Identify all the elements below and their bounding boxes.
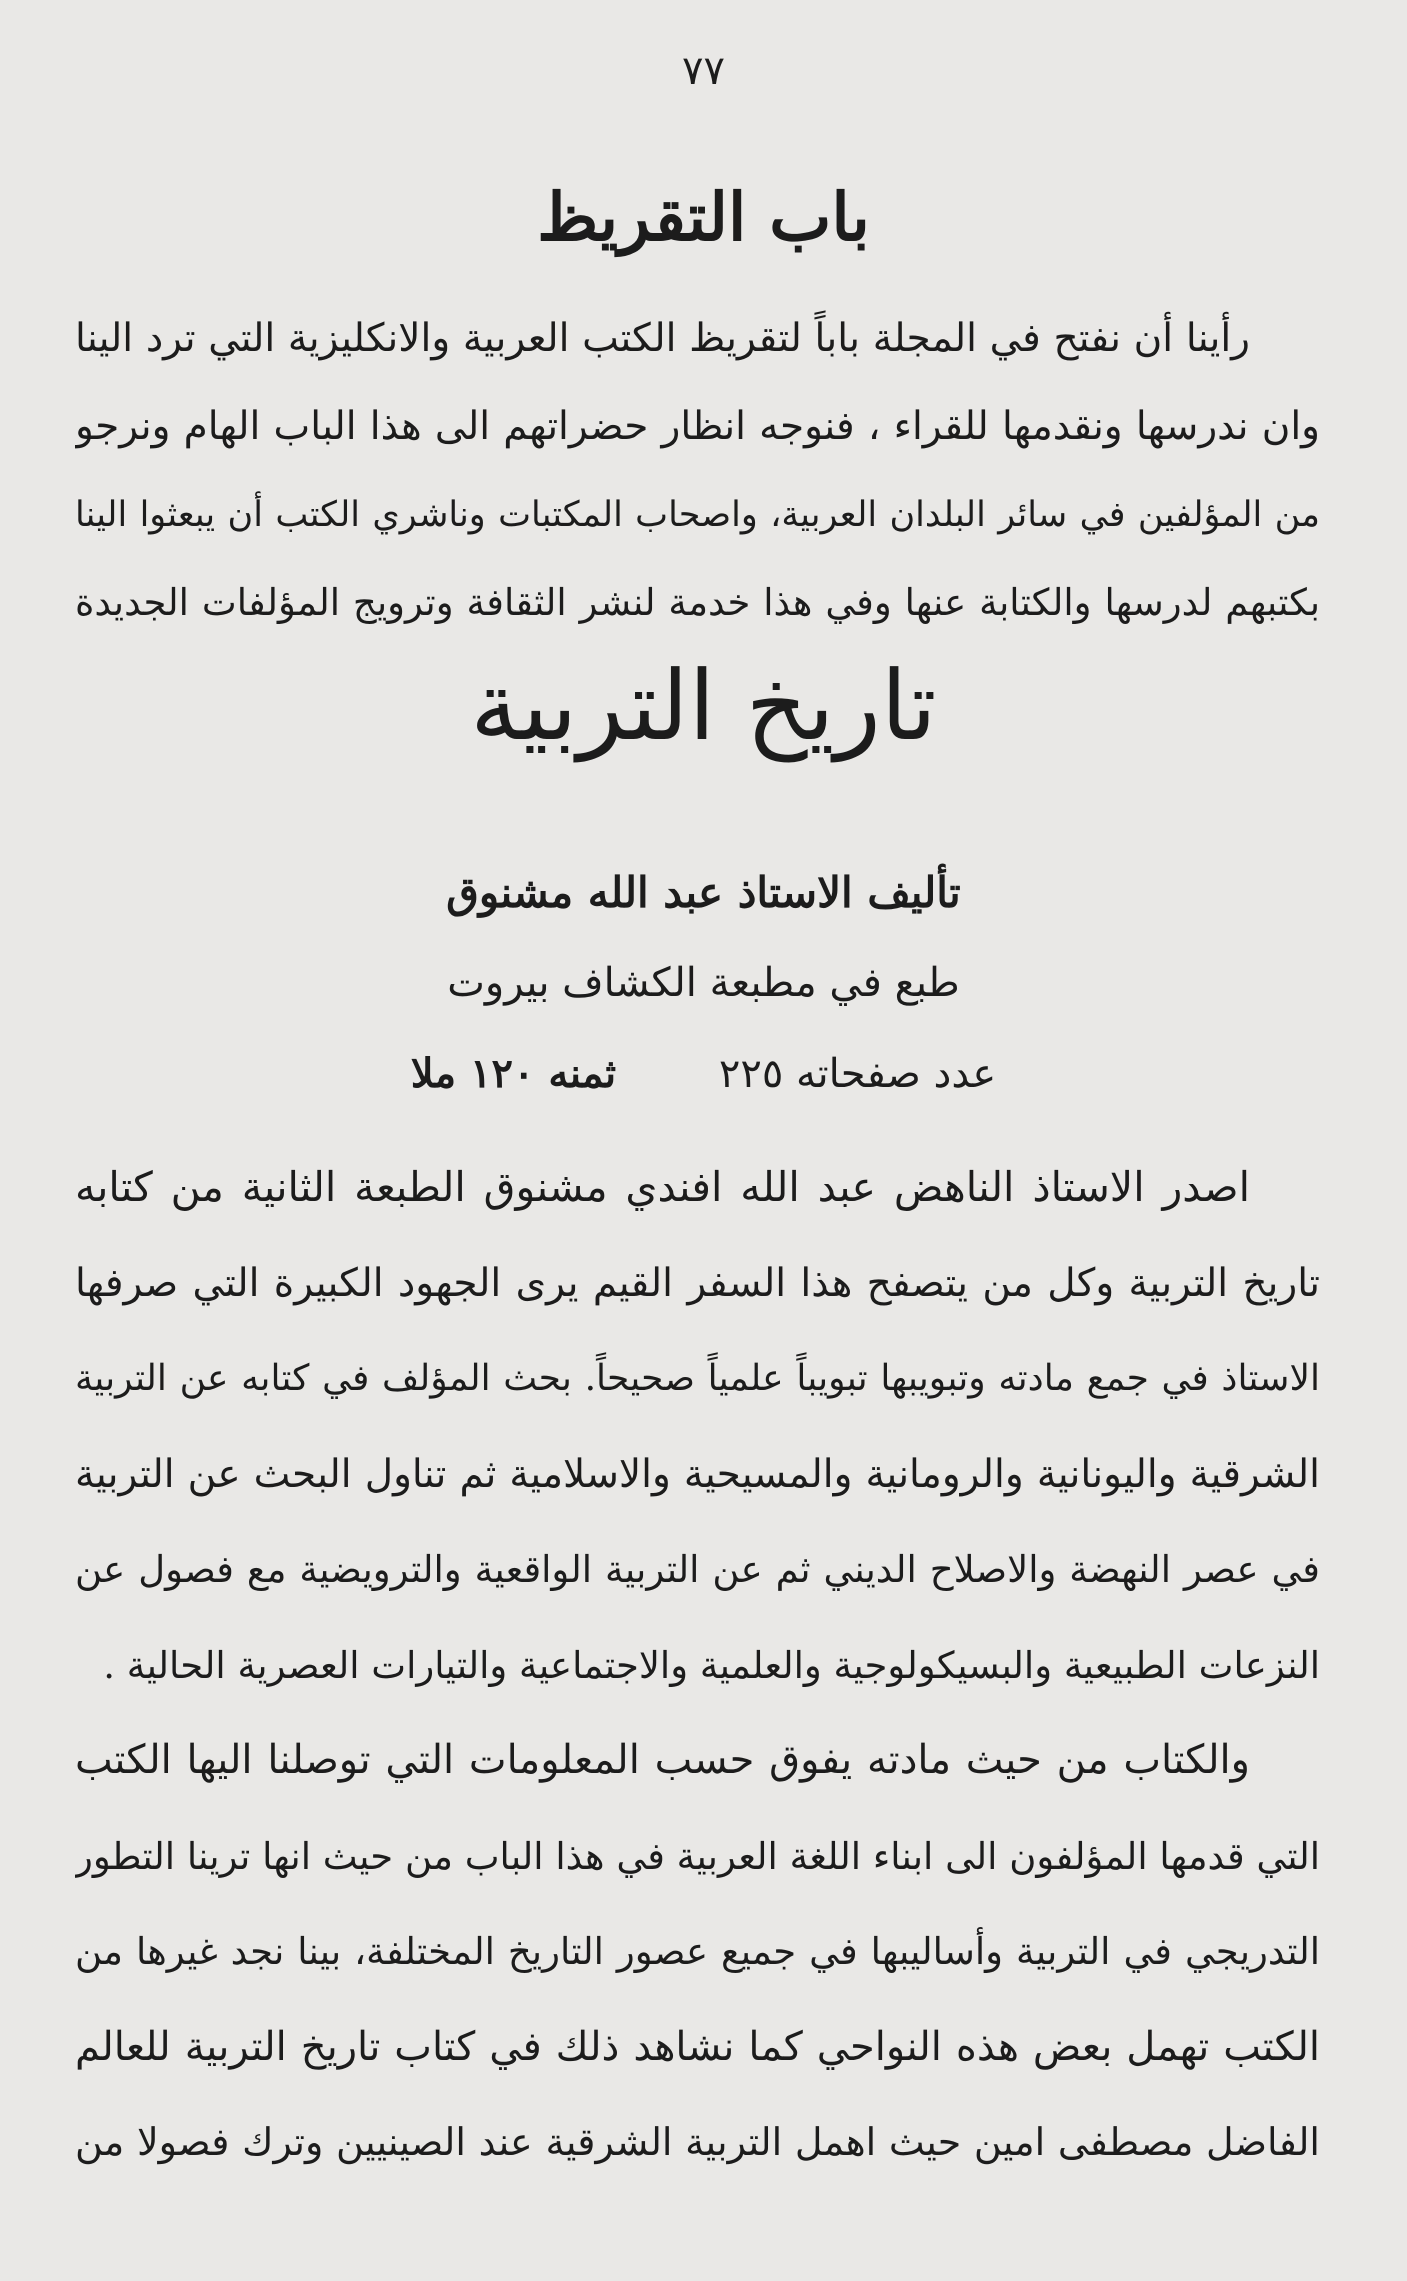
- review-line: التدريجي في التربية وأساليبها في جميع عصور التاريخ المختلفة، بينا نجد غيرها من: [75, 1930, 1320, 1973]
- review-line: التي قدمها المؤلفون الى ابناء اللغة العربية في هذا الباب من حيث انها ترينا التطور: [75, 1834, 1320, 1878]
- section-title: باب التقريظ: [537, 178, 870, 256]
- intro-paragraph: [75, 295, 1320, 647]
- book-meta: [0, 1050, 1407, 1097]
- review-line: الشرقية واليونانية والرومانية والمسيحية والاسلامية ثم تناول البحث عن التربية: [75, 1451, 1320, 1497]
- book-printer: طبع في مطبعة الكشاف بيروت: [447, 960, 960, 1006]
- book-pages-count: عدد صفحاته ٢٢٥: [718, 1051, 997, 1097]
- intro-line: من المؤلفين في سائر البلدان العربية، واصحاب المكتبات وناشري الكتب أن يبعثوا الينا: [75, 495, 1320, 535]
- review-line: الكتب تهمل بعض هذه النواحي كما نشاهد ذلك في كتاب تاريخ التربية للعالم: [75, 2023, 1320, 2070]
- page-number: ٧٧: [682, 48, 725, 94]
- review-line: النزعات الطبيعية والبسيكولوجية والعلمية والاجتماعية والتيارات العصرية الحالية .: [103, 1643, 1320, 1687]
- book-price: ثمنه ١٢٠ ملا: [410, 1050, 617, 1097]
- review-line: تاريخ التربية وكل من يتصفح هذا السفر القيم يرى الجهود الكبيرة التي صرفها: [75, 1260, 1320, 1306]
- review-line: الفاضل مصطفى امين حيث اهمل التربية الشرقية عند الصينيين وترك فصولا من: [75, 2120, 1320, 2164]
- intro-line: بكتبهم لدرسها والكتابة عنها وفي هذا خدمة لنشر الثقافة وترويج المؤلفات الجديدة: [75, 581, 1320, 624]
- intro-line: وان ندرسها ونقدمها للقراء ، فنوجه انظار حضراتهم الى هذا الباب الهام ونرجو: [75, 404, 1320, 449]
- book-author: تأليف الاستاذ عبد الله مشنوق: [446, 868, 961, 917]
- review-line: الاستاذ في جمع مادته وتبويبها تبويباً علمياً صحيحاً. بحث المؤلف في كتابه عن التربية: [75, 1358, 1320, 1399]
- review-line: في عصر النهضة والاصلاح الديني ثم عن التربية الواقعية والترويضية مع فصول عن: [75, 1548, 1320, 1591]
- review-line: والكتاب من حيث مادته يفوق حسب المعلومات التي توصلنا اليها الكتب: [75, 1737, 1250, 1783]
- book-title: تاريخ التربية: [470, 650, 937, 762]
- review-text: [75, 1140, 1320, 2191]
- review-line: اصدر الاستاذ الناهض عبد الله افندي مشنوق الطبعة الثانية من كتابه: [75, 1163, 1250, 1211]
- intro-line: رأينا أن نفتح في المجلة باباً لتقريظ الكتب العربية والانكليزية التي ترد الينا: [75, 316, 1250, 361]
